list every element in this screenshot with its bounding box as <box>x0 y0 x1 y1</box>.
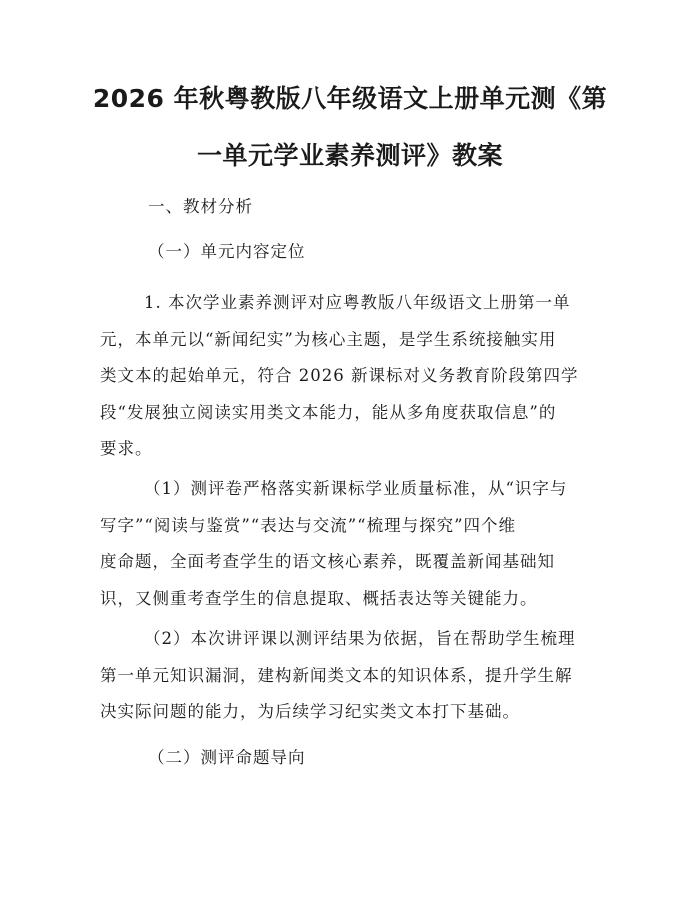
paragraph-line: 1. 本次学业素养测评对应粤教版八年级语文上册第一单 <box>144 293 571 312</box>
paragraph-unit-overview <box>100 285 605 468</box>
document-title-line-2: 一单元学业素养测评》教案 <box>196 141 503 170</box>
paragraph-line: （2）本次讲评课以测评结果为依据，旨在帮助学生梳理 <box>144 629 576 648</box>
paragraph-line: 度命题，全面考查学生的语文核心素养，既覆盖新闻基础知 <box>100 552 555 571</box>
paragraph-line: 元，本单元以“新闻纪实”为核心主题，是学生系统接触实用 <box>100 329 557 349</box>
paragraph-test-standards <box>100 471 605 617</box>
paragraph-line: 段“发展独立阅读实用类文本能力，能从多角度获取信息”的 <box>100 402 557 422</box>
paragraph-line: 写字”“阅读与鉴赏”“表达与交流”“梳理与探究”四个维 <box>100 515 517 535</box>
paragraph-line: 类文本的起始单元，符合 2026 新课标对义务教育阶段第四学 <box>100 366 579 385</box>
paragraph-line: 识，又侧重考查学生的信息提取、概括表达等关键能力。 <box>100 588 538 608</box>
paragraph-line: 第一单元知识漏洞，建构新闻类文本的知识体系，提升学生解 <box>100 665 573 685</box>
section-heading-teaching-material-analysis: 一、教材分析 <box>148 197 253 216</box>
subsection-heading-test-orientation: （二）测评命题导向 <box>148 748 306 767</box>
paragraph-line: 要求。 <box>100 439 153 458</box>
paragraph-line: 决实际问题的能力，为后续学习纪实类文本打下基础。 <box>100 702 520 721</box>
paragraph-line: （1）测评卷严格落实新课标学业质量标准，从“识字与 <box>144 479 568 498</box>
document-title-line-1: 2026 年秋粤教版八年级语文上册单元测《第 <box>92 84 608 113</box>
subsection-heading-unit-positioning: （一）单元内容定位 <box>148 242 306 261</box>
paragraph-review-goals <box>100 621 605 731</box>
